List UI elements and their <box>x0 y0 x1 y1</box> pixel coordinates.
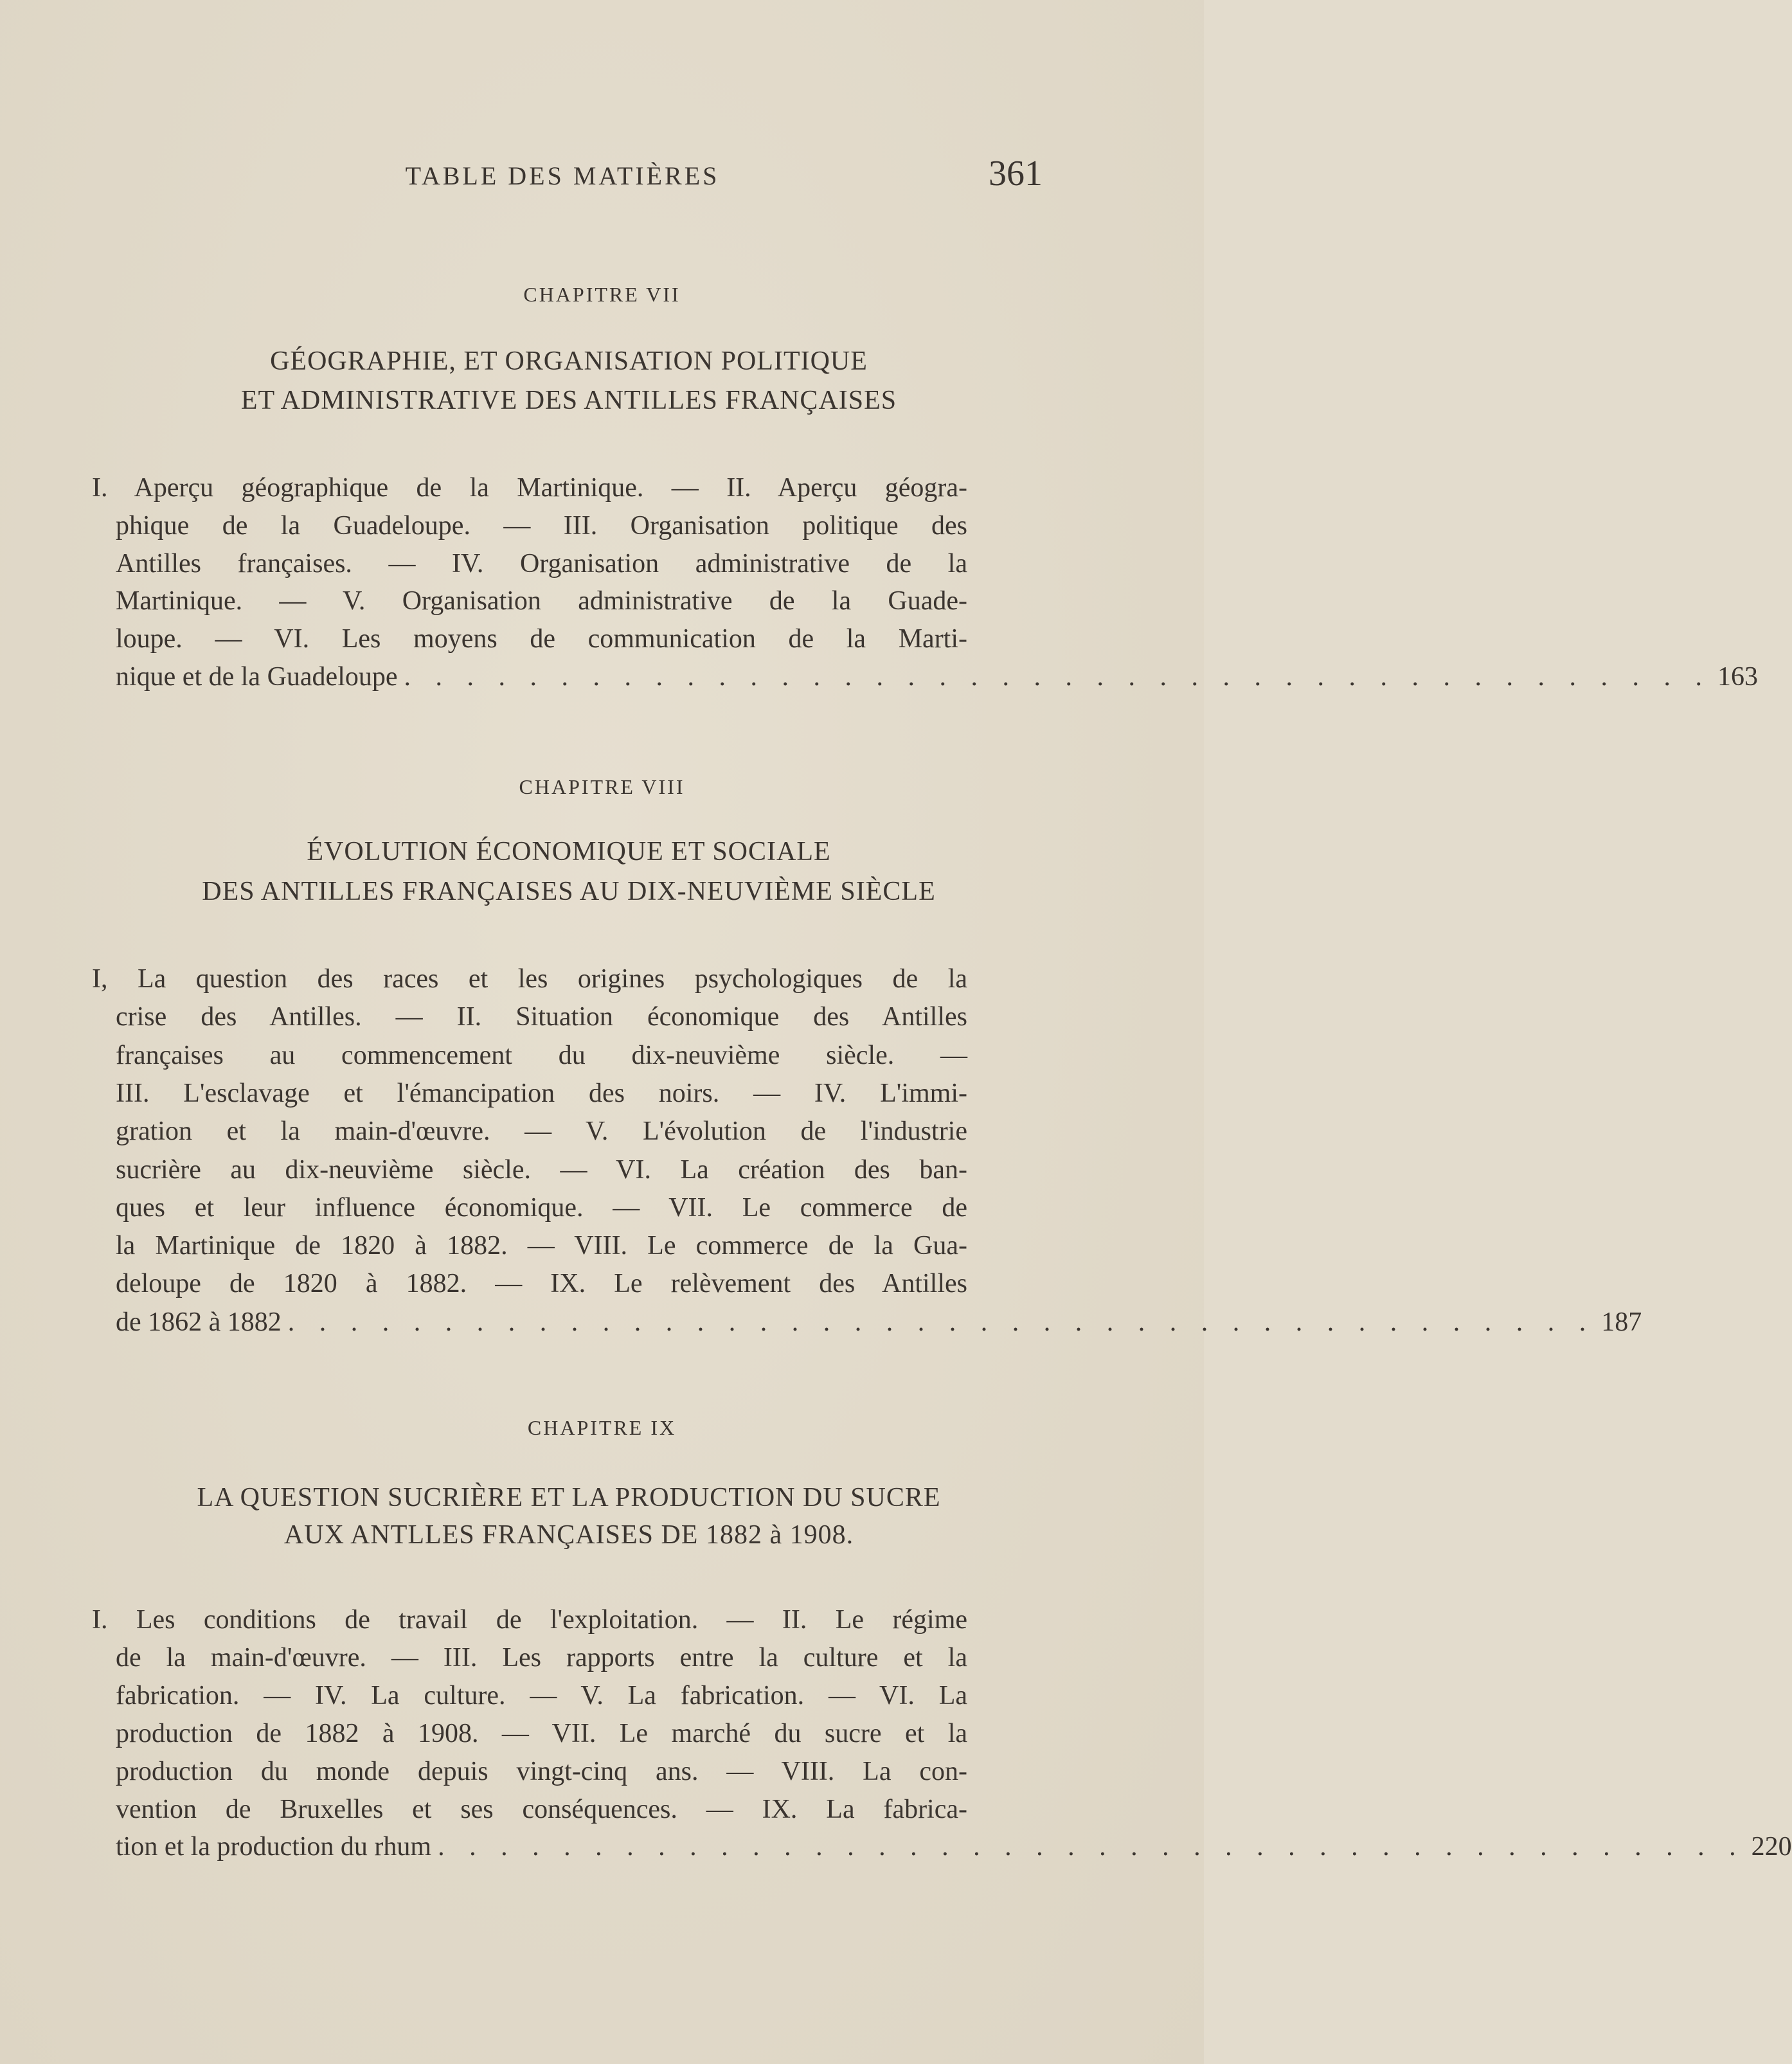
dot-leader: . . . . . . . . . . . . . . . . . . . . . . . . . . . . . . . . . . . . . . . . . . <box>404 662 1711 692</box>
toc-entry-text: tion et la production du rhum <box>116 1832 432 1862</box>
toc-entry-line: deloupe de 1820 à 1882. — IX. Le relèvement des Antilles <box>116 1269 967 1299</box>
chapter-title-line: DES ANTILLES FRANÇAISES AU DIX-NEUVIÈME SIÈCLE <box>202 877 936 906</box>
running-header: TABLE DES MATIÈRES <box>405 161 720 190</box>
chapter-page-number: 187 <box>1601 1307 1642 1337</box>
chapter-title-line: ET ADMINISTRATIVE DES ANTILLES FRANÇAISES <box>240 386 897 415</box>
chapter-label: CHAPITRE VIII <box>519 775 685 798</box>
toc-entry-line: fabrication. — IV. La culture. — V. La fabrication. — VI. La <box>116 1680 967 1710</box>
toc-entry-line: françaises au commencement du dix-neuvième siècle. — <box>116 1040 967 1070</box>
toc-entry-line: III. L'esclavage et l'émancipation des noirs. — IV. L'immi- <box>116 1078 967 1108</box>
chapter-page-number: 163 <box>1717 662 1758 692</box>
toc-entry-line: I. Les conditions de travail de l'exploitation. — II. Le régime <box>92 1605 967 1635</box>
chapter-title-line: AUX ANTLLES FRANÇAISES DE 1882 à 1908. <box>283 1520 854 1550</box>
toc-entry-line: Martinique. — V. Organisation administrative de la Guade- <box>116 586 967 616</box>
toc-entry-line: sucrière au dix-neuvième siècle. — VI. La création des ban- <box>116 1154 967 1185</box>
toc-entry-line: production de 1882 à 1908. — VII. Le marché du sucre et la <box>116 1718 967 1748</box>
chapter-label: CHAPITRE IX <box>527 1416 677 1439</box>
toc-entry-line: loupe. — VI. Les moyens de communication de la Marti- <box>116 624 967 654</box>
chapter-label: CHAPITRE VII <box>523 283 681 306</box>
dot-leader: . . . . . . . . . . . . . . . . . . . . . . . . . . . . . . . . . . . . . . . . . . <box>438 1832 1745 1862</box>
toc-entry-line: Antilles françaises. — IV. Organisation administrative de la <box>116 548 967 579</box>
chapter-page-number: 220 <box>1751 1832 1792 1862</box>
toc-entry-line: ques et leur influence économique. — VII. Le commerce de <box>116 1192 967 1223</box>
toc-entry-line: production du monde depuis vingt-cinq ans. — VIII. La con- <box>116 1756 967 1786</box>
toc-entry-line: gration et la main-d'œuvre. — V. L'évolution de l'industrie <box>116 1117 967 1147</box>
toc-entry-line: la Martinique de 1820 à 1882. — VIII. Le commerce de la Gua- <box>116 1231 967 1261</box>
toc-entry-text: de 1862 à 1882 <box>116 1307 282 1337</box>
toc-entry-line: I, La question des races et les origines psychologiques de la <box>92 964 967 994</box>
toc-entry-line: phique de la Guadeloupe. — III. Organisation politique des <box>116 510 967 541</box>
chapter-title-line: ÉVOLUTION ÉCONOMIQUE ET SOCIALE <box>307 837 831 866</box>
chapter-title-line: LA QUESTION SUCRIÈRE ET LA PRODUCTION DU SUCRE <box>197 1483 941 1512</box>
page-number: 361 <box>989 154 1043 193</box>
toc-entry-last-line <box>116 1306 1642 1338</box>
toc-entry-last-line <box>116 1831 1792 1863</box>
toc-entry-line: I. Aperçu géographique de la Martinique. — II. Aperçu géogra- <box>92 473 967 503</box>
toc-entry-text: nique et de la Guadeloupe <box>116 662 398 692</box>
toc-entry-line: de la main-d'œuvre. — III. Les rapports entre la culture et la <box>116 1642 967 1673</box>
chapter-title-line: GÉOGRAPHIE, ET ORGANISATION POLITIQUE <box>270 346 868 376</box>
toc-entry-last-line <box>116 661 1758 693</box>
dot-leader: . . . . . . . . . . . . . . . . . . . . . . . . . . . . . . . . . . . . . . . . . . <box>287 1307 1595 1337</box>
toc-entry-line: vention de Bruxelles et ses conséquences. — IX. La fabrica- <box>116 1794 967 1824</box>
toc-entry-line: crise des Antilles. — II. Situation économique des Antilles <box>116 1002 967 1032</box>
